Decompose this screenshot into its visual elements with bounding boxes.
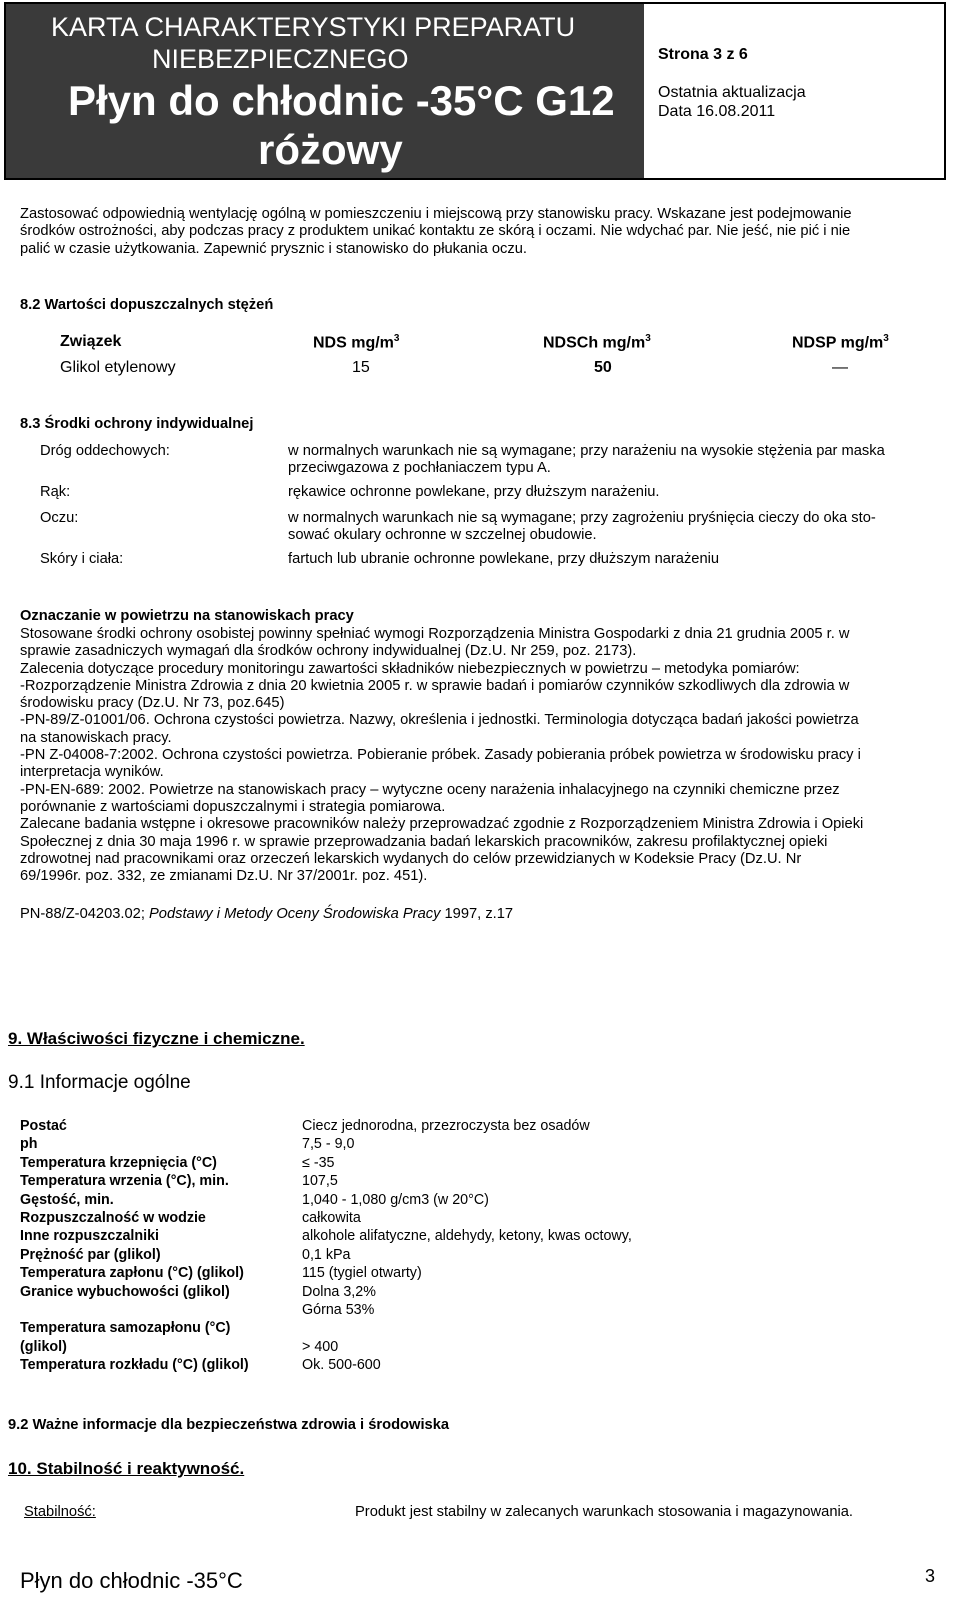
- update-date: Data 16.08.2011: [658, 103, 776, 120]
- row-ndsp-value: —: [832, 359, 848, 376]
- section-10-title: 10. Stabilność i reaktywność.: [8, 1459, 245, 1478]
- ppe-value-eyes: w normalnych warunkach nie są wymagane; przy zagrożeniu pryśnięcia cieczy do oka sto- sować okulary ochronne w szczelnej obudowie.: [288, 510, 876, 544]
- row-ndsch-value: 50: [594, 359, 612, 376]
- ppe-value-respiratory: w normalnych warunkach nie są wymagane; przy narażeniu na wysokie stężenia par maska przeciwgazowa z pochłaniaczem typu A.: [288, 443, 885, 477]
- property-row: Temperatura zapłonu (°C) (glikol) 115 (tygiel otwarty): [20, 1265, 422, 1282]
- air-reference: PN-88/Z-04203.02; Podstawy i Metody Oceny Środowiska Pracy 1997, z.17: [20, 906, 514, 922]
- property-row: Rozpuszczalność w wodzie całkowita: [20, 1210, 361, 1227]
- update-label: Ostatnia aktualizacja: [658, 84, 806, 101]
- section-8-3-title: 8.3 Środki ochrony indywidualnej: [20, 416, 254, 432]
- property-row: Postać Ciecz jednorodna, przezroczysta bez osadów: [20, 1118, 590, 1134]
- section-8-2-title: 8.2 Wartości dopuszczalnych stężeń: [20, 297, 274, 313]
- col-header-compound: Związek: [60, 333, 122, 350]
- section-9-2-title: 9.2 Ważne informacje dla bezpieczeństwa zdrowia i środowiska: [8, 1417, 450, 1433]
- property-row: Górna 53%: [302, 1302, 375, 1319]
- footer-product-name: Płyn do chłodnic -35°C: [20, 1568, 243, 1593]
- col-header-ndsp: NDSP $mg/m^3$: [792, 333, 889, 352]
- property-row: Granice wybuchowości (glikol) Dolna 3,2%: [20, 1283, 376, 1300]
- ppe-value-skin: fartuch lub ubranie ochronne powlekane, przy dłuższym narażeniu: [288, 551, 720, 567]
- property-row: Prężność par (glikol) 0,1 kPa: [20, 1246, 351, 1263]
- properties-table: [20, 1117, 632, 1375]
- property-row: Gęstość, min. 1,040 - 1,080 g/cm3 (w 20°C): [20, 1191, 489, 1208]
- air-monitoring-body: Stosowane środki ochrony osobistej powinny spełniać wymogi Rozporządzenia Ministra Gospodarki z dnia 21 grudnia 2005 r. w sprawie zasadniczych wymagań dla środków ochrony indywidualnej (Dz.U. Nr 259, poz. 2173). Zalecenia dotyczące procedury monitoringu zawartości składników niebezpiecznych w powietrzu – metodyka pomiarów: -Rozporządzenie Ministra Zdrowia z dnia 20 kwietnia 2005 r. w sprawie badań i pomiarów czynników szkodliwych dla zdrowia w środowisku pracy (Dz.U. Nr 73, poz.645) -PN-89/Z-01001/06. Ochrona czystości powietrza. Nazwy, określenia i jednostki. Terminologia dotycząca badań jakości powietrza na stanowiskach pracy. -PN Z-04008-7:2002. Ochrona czystości powietrza. Pobieranie próbek. Zasady pobierania próbek powietrza w środowisku pracy i interpretacja wyników. -PN-EN-689: 2002. Powietrze na stanowiskach pracy – wytyczne oceny narażenia inhalacyjnego na czynniki chemiczne przez porównanie z wartościami dopuszczalnymi i strategia pomiarowa. Zalecane badania wstępne i okresowe pracowników należy przeprowadzać zgodnie z Rozporządzeniem Ministra Zdrowia i Opieki Społecznej z dnia 30 maja 1996 r. w sprawie przeprowadzania badań lekarskich pracowników, zakresu profilaktycznej opieki zdrowotnej nad pracownikami oraz orzeczeń lekarskich wydanych do celów przewidzianych w Kodeksie Pracy (Dz.U. Nr 69/1996r. poz. 332, ze zmianami Dz.U. Nr 37/2001r. poz. 451).: [20, 626, 864, 885]
- intro-line: środków ostrożności, aby podczas pracy z produktem unikać kontaktu ze skórą i oczami. Nie wdychać par. Nie jeść, nie pić i nie: [20, 223, 851, 240]
- property-row: ph 7,5 - 9,0: [20, 1136, 355, 1153]
- ppe-label-hands: Rąk:: [40, 484, 71, 500]
- section-9-1-title: 9.1 Informacje ogólne: [8, 1072, 191, 1093]
- stability-value: Produkt jest stabilny w zalecanych warunkach stosowania i magazynowania.: [355, 1504, 853, 1520]
- doc-title-line2: NIEBEZPIECZNEGO: [152, 44, 409, 74]
- property-row: Temperatura krzepnięcia (°C) ≤ -35: [20, 1154, 335, 1171]
- property-row: (glikol) > 400: [20, 1338, 339, 1355]
- col-header-nds: NDS $mg/m^3$: [313, 333, 400, 352]
- property-row: Inne rozpuszczalniki alkohole alifatyczne, aldehydy, ketony, kwas octowy,: [20, 1228, 632, 1245]
- doc-title-line1: KARTA CHARAKTERYSTYKI PREPARATU: [51, 12, 576, 42]
- row-compound-name: Glikol etylenowy: [60, 359, 176, 376]
- property-row: Temperatura samozapłonu (°C): [20, 1320, 231, 1337]
- page-indicator: Strona 3 z 6: [658, 46, 748, 63]
- product-name-line1: Płyn do chłodnic -35°C G12: [68, 77, 615, 124]
- stability-label: Stabilność:: [24, 1504, 96, 1520]
- row-nds-value: 15: [352, 359, 370, 376]
- property-row: Temperatura rozkładu (°C) (glikol) Ok. 500-600: [20, 1357, 381, 1374]
- ppe-label-eyes: Oczu:: [40, 510, 79, 526]
- property-row: Temperatura wrzenia (°C), min. 107,5: [20, 1173, 338, 1190]
- intro-line: Zastosować odpowiednią wentylację ogólną w pomieszczeniu i miejscową przy stanowisku pracy. Wskazane jest podejmowanie: [20, 206, 852, 222]
- ppe-label-skin: Skóry i ciała:: [40, 551, 124, 567]
- intro-line: palić w czasie użytkowania. Zapewnić prysznic i stanowisko do płukania oczu.: [20, 240, 527, 257]
- section-9-title: 9. Właściwości fizyczne i chemiczne.: [8, 1029, 305, 1048]
- ppe-label-respiratory: Dróg oddechowych:: [40, 443, 170, 459]
- footer-page-number: 3: [925, 1566, 936, 1586]
- col-header-ndsch: NDSCh $mg/m^3$: [543, 333, 651, 352]
- ppe-value-hands: rękawice ochronne powlekane, przy dłuższym narażeniu.: [288, 484, 660, 500]
- intro-paragraph: [20, 206, 945, 258]
- product-name-line2: różowy: [258, 126, 403, 173]
- air-monitoring-title: Oznaczanie w powietrzu na stanowiskach pracy: [20, 608, 354, 624]
